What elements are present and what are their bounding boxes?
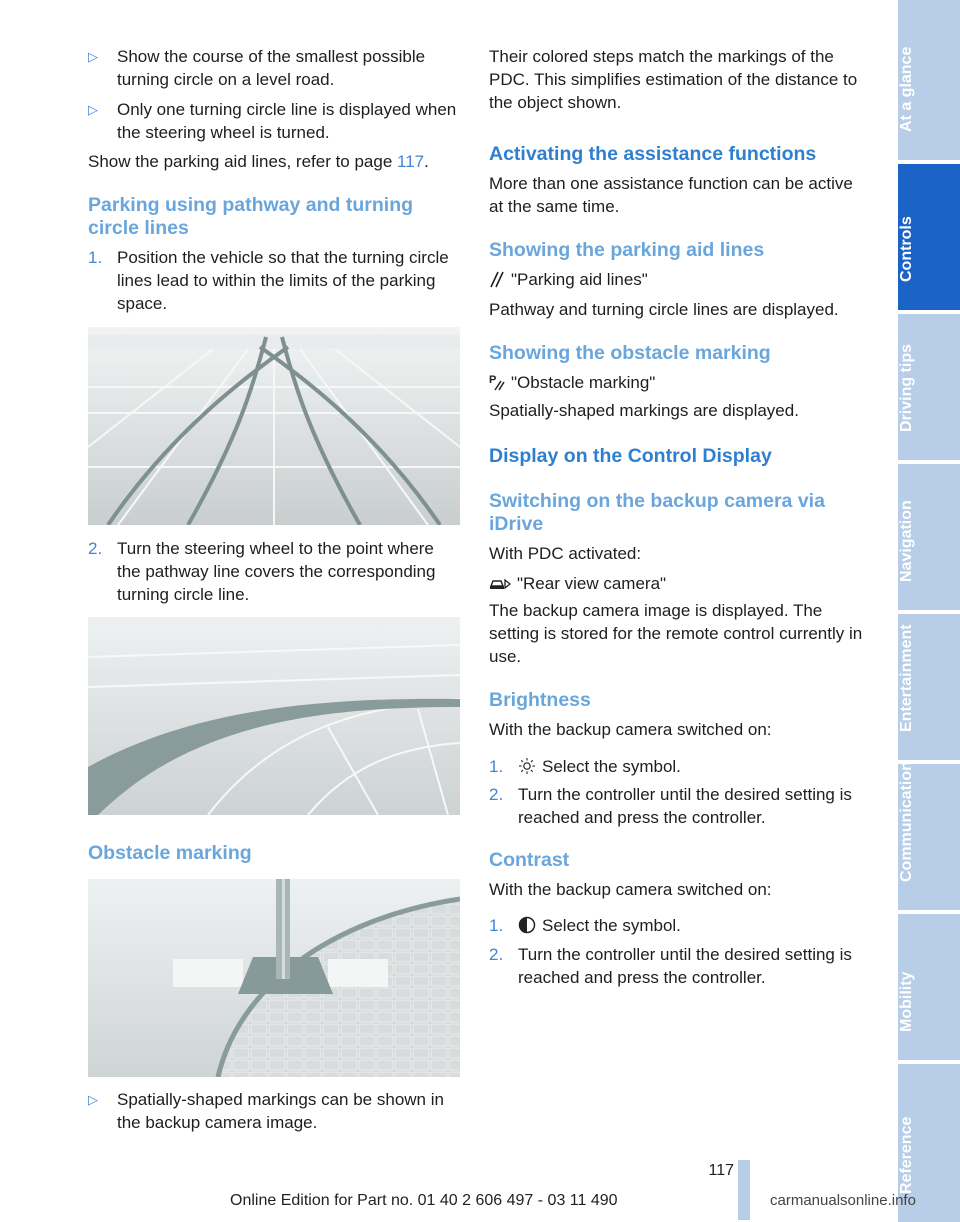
figure-turning-circle bbox=[88, 617, 460, 815]
section-heading: Brightness bbox=[489, 689, 591, 711]
tab-label: Mobility bbox=[898, 971, 915, 1032]
paragraph: More than one assistance function can be active at the same time. bbox=[489, 174, 853, 216]
figure-obstacle-marking bbox=[88, 879, 460, 1077]
paragraph: Spatially-shaped markings are displayed. bbox=[489, 401, 799, 420]
bullet-text: Only one turning circle line is displayed when the steering wheel is turned. bbox=[117, 100, 457, 142]
section-heading: Display on the Control Display bbox=[489, 445, 772, 467]
section-heading: Showing the obstacle marking bbox=[489, 342, 771, 364]
step-text bbox=[518, 914, 863, 937]
paragraph: With the backup camera switched on: bbox=[489, 880, 772, 899]
step-label: Select the symbol. bbox=[542, 916, 681, 935]
step-number: 2. bbox=[489, 945, 504, 964]
turning-circle-illustration bbox=[88, 617, 460, 815]
menu-label: "Parking aid lines" bbox=[511, 270, 648, 289]
bullet-item bbox=[88, 1088, 462, 1134]
paragraph: With the backup camera switched on: bbox=[489, 720, 772, 739]
step-item bbox=[489, 943, 863, 989]
paragraph: Pathway and turning circle lines are displayed. bbox=[489, 300, 839, 319]
bullet-text: Show the course of the smallest possible turning circle on a level road. bbox=[117, 47, 426, 89]
footer-text: Online Edition for Part no. 01 40 2 606 497 - 03 11 490 bbox=[230, 1192, 618, 1209]
section-heading: Switching on the backup camera via iDrive bbox=[489, 490, 825, 535]
tab-label: Navigation bbox=[898, 500, 915, 582]
tab-label: Driving tips bbox=[898, 343, 915, 432]
step-text: Turn the controller until the desired setting is reached and press the controller. bbox=[518, 785, 852, 827]
tab-label: Entertainment bbox=[898, 624, 915, 732]
step-number: 2. bbox=[489, 785, 504, 804]
menu-label: "Obstacle marking" bbox=[511, 373, 656, 392]
step-label: Select the symbol. bbox=[542, 757, 681, 776]
tab-label: Controls bbox=[898, 216, 915, 282]
step-number: 1. bbox=[88, 248, 103, 267]
menu-item-parking-aid-lines[interactable] bbox=[489, 268, 863, 291]
reference-text: Show the parking aid lines, refer to page bbox=[88, 152, 398, 171]
tab-label: Communication bbox=[898, 761, 915, 882]
step-number: 1. bbox=[489, 757, 504, 776]
step-item bbox=[489, 783, 863, 829]
step-item bbox=[88, 246, 462, 315]
menu-label: "Rear view camera" bbox=[517, 574, 667, 593]
obstacle-illustration bbox=[88, 879, 460, 1077]
section-heading: Showing the parking aid lines bbox=[489, 239, 765, 261]
step-item bbox=[489, 914, 863, 937]
menu-item-rear-view-camera[interactable] bbox=[489, 572, 863, 595]
step-text: Turn the steering wheel to the point where the pathway line covers the corresponding turning circle line. bbox=[117, 539, 436, 604]
step-item bbox=[489, 755, 863, 778]
page-link[interactable]: 117 bbox=[397, 152, 425, 171]
paragraph: The backup camera image is displayed. The setting is stored for the remote control currently in use. bbox=[489, 601, 863, 666]
obstacle-marking-icon bbox=[489, 373, 505, 391]
section-heading: Obstacle marking bbox=[88, 842, 252, 864]
bullet-item bbox=[88, 98, 462, 144]
pathway-illustration bbox=[88, 327, 460, 525]
step-number: 2. bbox=[88, 539, 103, 558]
watermark: carmanualsonline.info bbox=[770, 1192, 916, 1209]
page-reference bbox=[88, 150, 462, 173]
rear-camera-icon bbox=[489, 576, 511, 592]
paragraph: With PDC activated: bbox=[489, 544, 642, 563]
bullet-marker: ▷ bbox=[88, 49, 98, 64]
parking-lines-icon bbox=[489, 270, 505, 288]
bullet-item bbox=[88, 45, 462, 91]
tab-label: Reference bbox=[898, 1116, 915, 1194]
brightness-icon[interactable] bbox=[518, 757, 536, 775]
intro-paragraph: Their colored steps match the markings of the PDC. This simplifies estimation of the distance to the object shown. bbox=[489, 47, 858, 112]
chapter-sidebar bbox=[898, 0, 960, 1222]
figure-pathway-lines bbox=[88, 327, 460, 525]
svg-text:P: P bbox=[489, 374, 497, 386]
page-number: 117 bbox=[708, 1162, 734, 1179]
bullet-marker: ▷ bbox=[88, 102, 98, 117]
step-number: 1. bbox=[489, 916, 504, 935]
step-text bbox=[518, 755, 863, 778]
bullet-marker: ▷ bbox=[88, 1092, 98, 1107]
tab-mobility[interactable] bbox=[898, 914, 960, 1060]
section-heading: Parking using pathway and turning circle lines bbox=[88, 194, 414, 239]
page-number-bar bbox=[738, 1160, 750, 1220]
reference-end: . bbox=[424, 152, 429, 171]
contrast-icon[interactable] bbox=[518, 916, 536, 934]
menu-item-obstacle-marking[interactable] bbox=[489, 371, 863, 394]
section-heading: Activating the assistance functions bbox=[489, 143, 817, 165]
section-heading: Contrast bbox=[489, 849, 570, 871]
step-text: Turn the controller until the desired setting is reached and press the controller. bbox=[518, 945, 852, 987]
bullet-text: Spatially-shaped markings can be shown in the backup camera image. bbox=[117, 1090, 444, 1132]
tab-label: At a glance bbox=[898, 46, 915, 132]
step-item bbox=[88, 537, 462, 606]
step-text: Position the vehicle so that the turning circle lines lead to within the limits of the parking space. bbox=[117, 248, 449, 313]
